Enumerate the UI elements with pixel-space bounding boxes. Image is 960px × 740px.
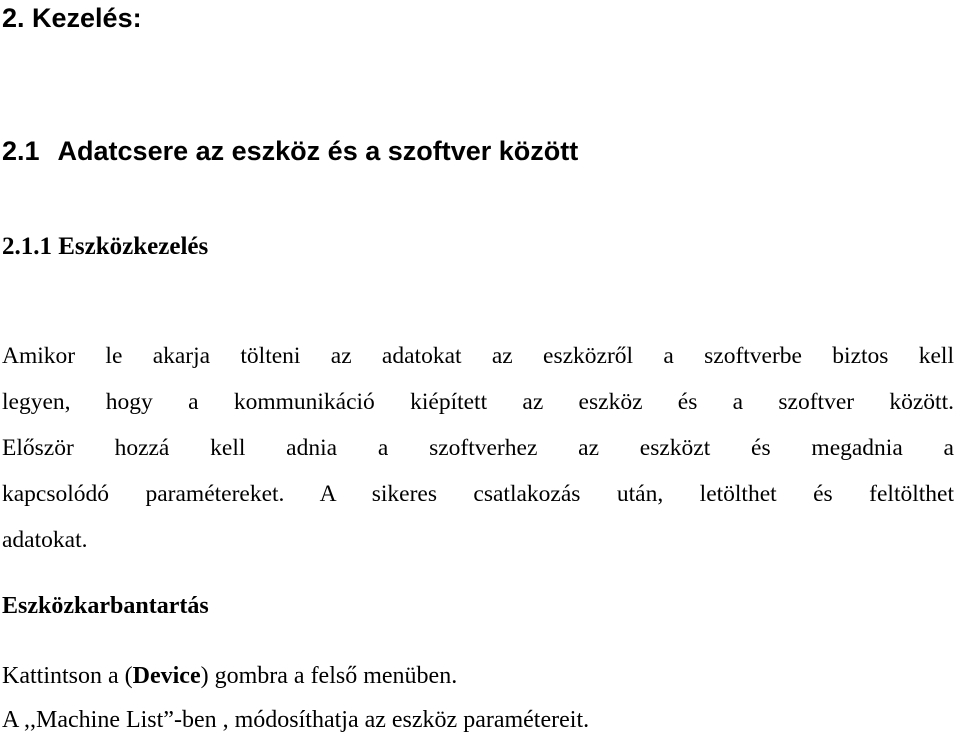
paragraph-line-5: adatokat.	[2, 527, 88, 553]
paragraph-line-3: Először hozzá kell adnia a szoftverhez az eszközt és megadnia a	[2, 435, 954, 461]
instruction-line	[2, 658, 457, 694]
subsubsection-heading: 2.1.1 Eszközkezelés	[2, 233, 209, 260]
instruction-suffix: ) gombra a felső menüben.	[200, 663, 458, 689]
paragraph-line-1: Amikor le akarja tölteni az adatokat az eszközről a szoftverbe biztos kell	[2, 343, 954, 369]
device-button-label: Device	[132, 663, 201, 689]
subsection-number: 2.1	[2, 136, 40, 166]
paragraph-line-2: legyen, hogy a kommunikáció kiépített az eszköz és a szoftver között.	[2, 389, 954, 415]
instruction-prefix: Kattintson a (	[2, 663, 133, 689]
subsection-heading	[2, 133, 578, 169]
section-title: 2. Kezelés:	[2, 3, 142, 33]
paragraph-line-4: kapcsolódó paramétereket. A sikeres csatlakozás után, letölthet és feltölthet	[2, 481, 954, 507]
machine-list-line: A ,,Machine List”-ben , módosíthatja az eszköz paramétereit.	[2, 707, 590, 733]
body-paragraph	[2, 333, 954, 563]
maintenance-heading: Eszközkarbantartás	[2, 593, 209, 619]
subsection-title: Adatcsere az eszköz és a szoftver között	[57, 136, 579, 166]
